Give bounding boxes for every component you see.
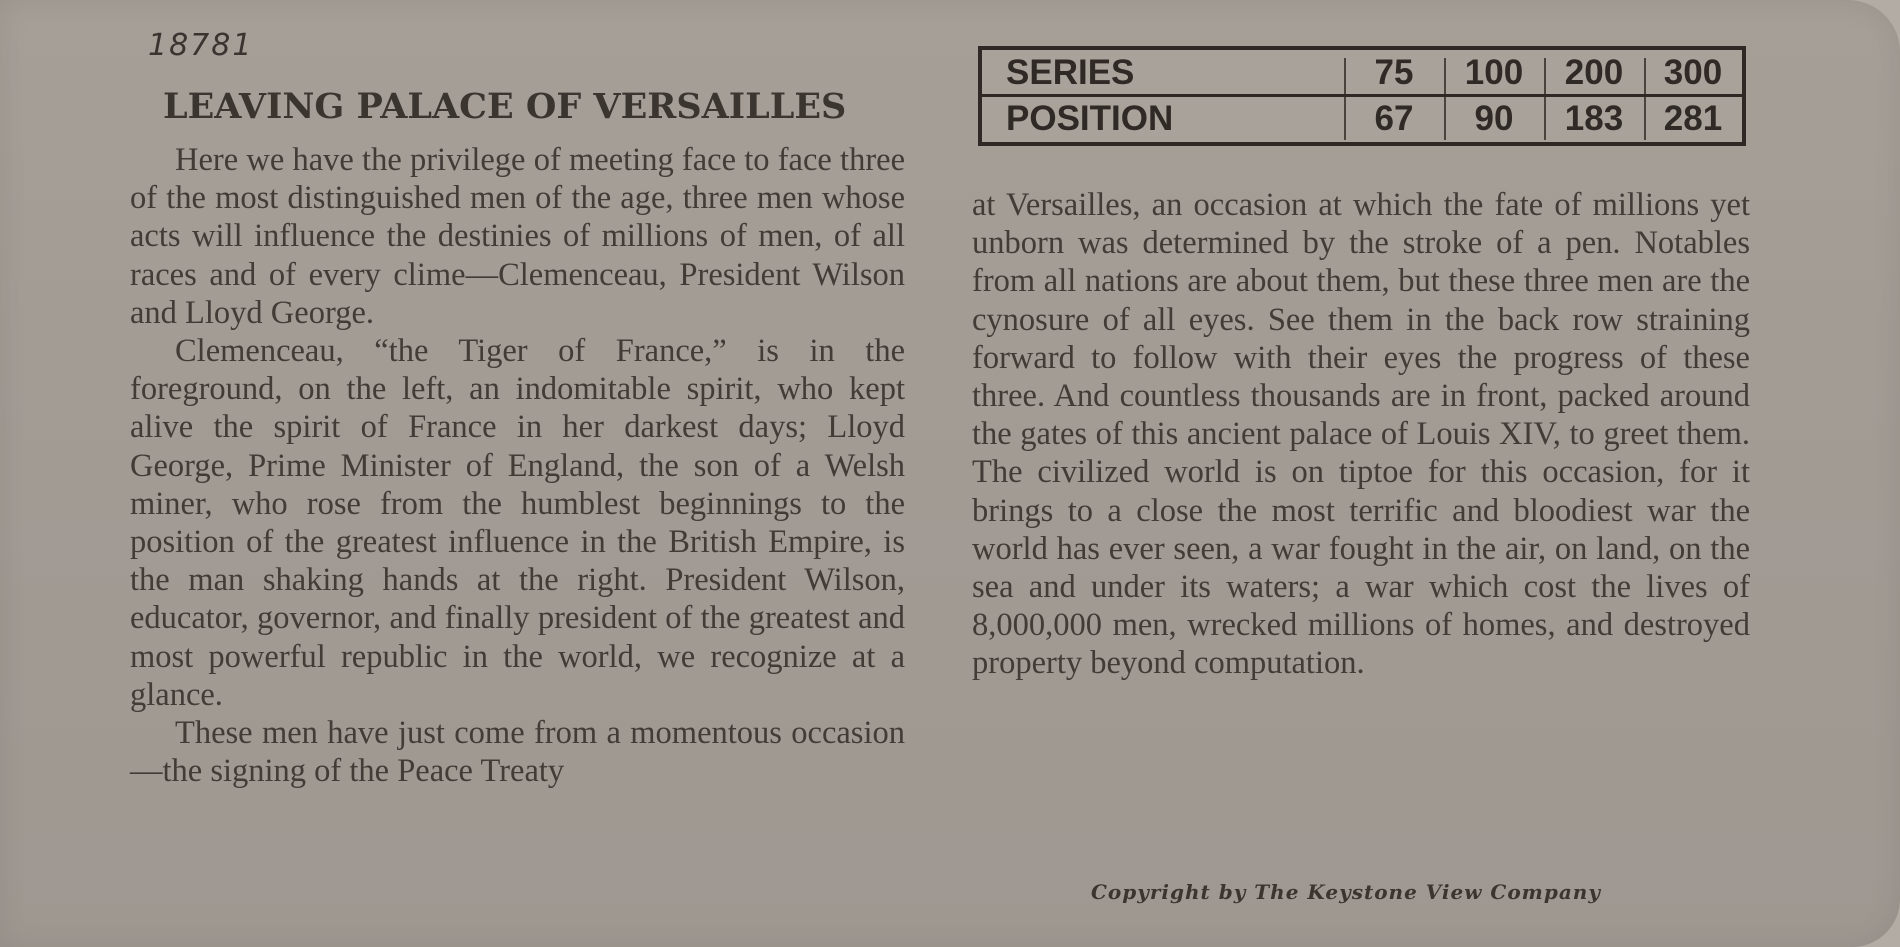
- paragraph: These men have just come from a momentous occasion—the signing of the Peace Treaty: [130, 715, 905, 790]
- position-value: 183: [1564, 99, 1624, 138]
- paragraph: Clemenceau, “the Tiger of France,” is in the foreground, on the left, an indomitable spirit, who kept alive the spirit of France in her darkest days; Lloyd George, Prime Minister of England, the son of a Welsh miner, who rose from the humblest beginnings to the position of the greatest influence in the British Empire, is the man shaking hands at the right. President Wilson, educator, governor, and finally president of the greatest and most powerful republic in the world, we recognize at a glance.: [130, 333, 905, 713]
- series-label: SERIES: [1006, 53, 1135, 92]
- position-value: 67: [1374, 99, 1414, 138]
- paragraph: Here we have the privilege of meeting face to face three of the most distinguished men of the age, three men whose acts will influence the destinies of millions of men, of all races and of every clime—Clemenceau, President Wilson and Lloyd George.: [130, 142, 905, 331]
- series-value: 75: [1374, 53, 1414, 92]
- card-title: LEAVING PALACE OF VERSAILLES: [163, 86, 847, 127]
- paragraph-continuation: at Versailles, an occasion at which the fate of millions yet unborn was determined by the stroke of a pen. Notables from all nations are about them, but these three men are the cynosure of all eyes. See them in the back row straining forward to follow with their eyes the progress of these three. And countless thousands are in front, packed around the gates of this ancient palace of Louis XIV, to greet them. The civilized world is on tiptoe for this occasion, for it brings to a close the most terrific and bloodiest war the world has ever seen, a war fought in the air, on land, on the sea and under its waters; a war which cost the lives of 8,000,000 men, wrecked millions of homes, and destroyed property beyond computation.: [972, 187, 1750, 682]
- catalog-number: 18781: [148, 28, 254, 63]
- series-value: 300: [1663, 53, 1723, 92]
- copyright-notice: Copyright by The Keystone View Company: [1091, 880, 1601, 904]
- position-label: POSITION: [1006, 99, 1174, 138]
- right-text-column: [972, 186, 1750, 683]
- position-value: 90: [1474, 99, 1514, 138]
- series-value: 100: [1464, 53, 1524, 92]
- table-row-position: [982, 96, 1742, 142]
- table-row-series: [982, 50, 1742, 96]
- series-value: 200: [1564, 53, 1624, 92]
- series-position-table: [978, 46, 1746, 146]
- position-value: 281: [1663, 99, 1723, 138]
- left-text-column: [130, 141, 905, 790]
